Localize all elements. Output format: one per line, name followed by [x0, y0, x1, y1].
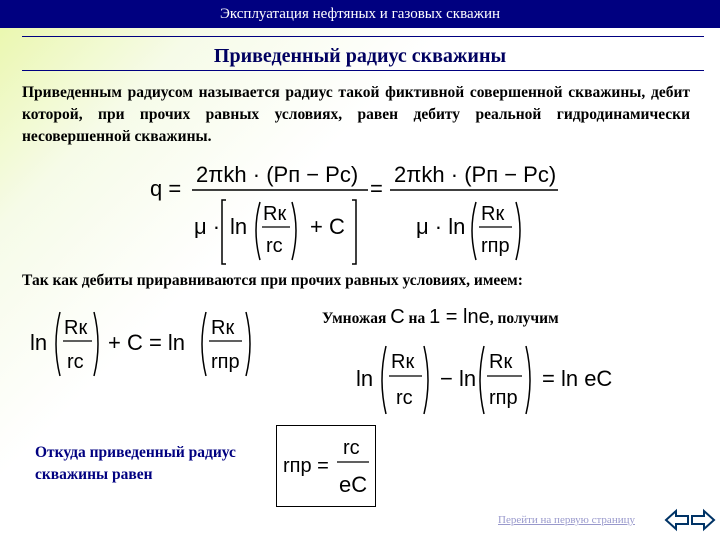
svg-text:eC: eC	[339, 472, 368, 497]
svg-text:μ · ln: μ · ln	[416, 214, 466, 239]
svg-text:+ C: + C	[310, 214, 345, 239]
svg-text:Rк: Rк	[211, 317, 235, 339]
svg-text:rпр: rпр	[489, 387, 518, 409]
svg-text:ln: ln	[230, 214, 248, 239]
svg-text:Rк: Rк	[263, 203, 287, 225]
flow-rate-formula	[150, 152, 570, 270]
svg-text:Rк: Rк	[64, 317, 88, 339]
equal-flow-text: Так как дебиты приравниваются при прочих равных условиях, имеем:	[22, 272, 523, 289]
svg-text:= ln eC: = ln eC	[542, 366, 613, 391]
definition-text: Приведенным радиусом называется радиус такой фиктивной совершенной скважины, дебит которой, при прочих равных условиях, равен дебиту реальной гидродинамически несовершенной скважины.	[22, 84, 690, 145]
svg-text:rпр: rпр	[481, 235, 510, 257]
svg-text:μ ·: μ ·	[194, 214, 221, 239]
course-title-bar	[0, 0, 720, 28]
multiply-text: Умножая C на 1 = lne, получим	[322, 306, 559, 328]
svg-text:rс: rс	[67, 351, 84, 373]
svg-text:Rк: Rк	[481, 203, 505, 225]
svg-text:ln: ln	[356, 366, 374, 391]
numerator-left: 2πkh · (Pп − Pс)	[196, 162, 359, 187]
svg-text:rпр: rпр	[211, 351, 240, 373]
left-arrow-icon[interactable]	[664, 508, 690, 532]
equality-formula	[30, 306, 270, 380]
svg-text:rпр =: rпр =	[283, 455, 329, 477]
svg-text:Rк: Rк	[489, 351, 513, 373]
right-arrow-icon[interactable]	[690, 508, 716, 532]
svg-text:rс: rс	[396, 387, 413, 409]
first-page-link[interactable]: Перейти на первую страницу	[498, 514, 635, 526]
svg-text:=: =	[370, 176, 383, 201]
derived-text: Откуда приведенный радиус скважины равен	[35, 444, 236, 483]
slide-title: Приведенный радиус скважины	[213, 45, 507, 67]
svg-text:Rк: Rк	[391, 351, 415, 373]
course-title: Эксплуатация нефтяных и газовых скважин	[219, 6, 501, 22]
log-result-formula	[356, 340, 626, 418]
svg-text:rс: rс	[343, 437, 360, 459]
divider-title	[22, 70, 704, 71]
svg-text:− ln: − ln	[440, 366, 477, 391]
divider-top	[22, 36, 704, 37]
svg-text:ln: ln	[30, 330, 48, 355]
q-symbol: q =	[150, 176, 182, 201]
numerator-right: 2πkh · (Pп − Pс)	[394, 162, 557, 187]
svg-text:rс: rс	[266, 235, 283, 257]
reduced-radius-formula	[276, 425, 376, 507]
svg-text:+ C = ln: + C = ln	[108, 330, 186, 355]
